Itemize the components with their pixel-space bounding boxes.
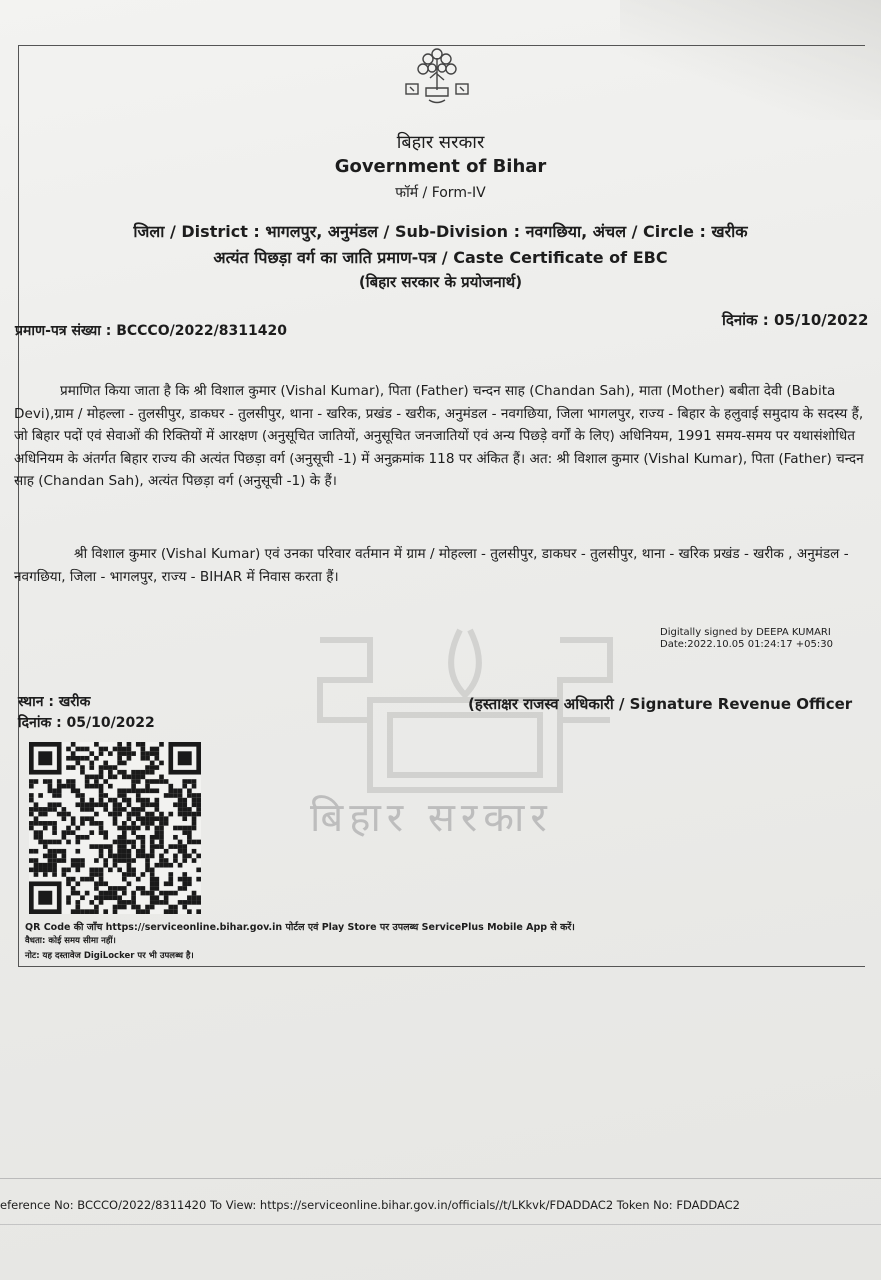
place-label: स्थान : खरीक <box>18 694 91 710</box>
digital-signature-block <box>660 627 833 651</box>
reference-line: eference No: BCCCO/2022/8311420 To View: https://serviceonline.bihar.gov.in/officials//t/LKkvk/FDADDAC2 Token No: FDADDAC2 <box>0 1198 740 1212</box>
qr-verification-note: QR Code की जाँच https://serviceonline.bihar.gov.in पोर्टल एवं Play Store पर उपलब्ध ServicePlus Mobile App से करें। <box>25 922 575 933</box>
digital-signature-date: Date:2022.10.05 01:24:17 +05:30 <box>660 639 833 650</box>
english-government-title: Government of Bihar <box>334 156 547 177</box>
form-number: फॉर्म / Form-IV <box>395 185 486 201</box>
district-subdivision-circle: जिला / District : भागलपुर, अनुमंडल / Sub-Division : नवगछिया, अंचल / Circle : खरीक <box>133 222 748 241</box>
watermark-text: बिहार सरकार <box>310 795 553 841</box>
place-date: दिनांक : 05/10/2022 <box>18 715 155 731</box>
revenue-officer-signature-label: (हस्ताक्षर राजस्व अधिकारी / Signature Revenue Officer <box>468 695 853 713</box>
qr-code[interactable] <box>28 742 202 914</box>
footer-divider <box>0 1178 881 1179</box>
residence-paragraph: श्री विशाल कुमार (Vishal Kumar) एवं उनका परिवार वर्तमान में ग्राम / मोहल्ला - तुलसीपुर, डाकघर - तुलसीपुर, थाना - खरिक प्रखंड - खरीक , अनुमंडल - नवगछिया, जिला - भागलपुर, राज्य - BIHAR में निवास करता हैं। <box>14 546 849 585</box>
certificate-title: अत्यंत पिछड़ा वर्ग का जाति प्रमाण-पत्र / Caste Certificate of EBC <box>213 248 668 267</box>
hindi-government-title: बिहार सरकार <box>396 132 485 153</box>
certification-paragraph: प्रमाणित किया जाता है कि श्री विशाल कुमार (Vishal Kumar), पिता (Father) चन्दन साह (Chandan Sah), माता (Mother) बबीता देवी (Babita Devi),ग्राम / मोहल्ला - तुलसीपुर, डाकघर - तुलसीपुर, थाना - खरिक, प्रखंड - खरीक, अनुमंडल - नवगछिया, जिला भागलपुर, राज्य - बिहार के हलुवाई समुदाय के सदस्य हैं, जो बिहार पदों एवं सेवाओं की रिक्तियों में आरक्षण (अनुसूचित जातियों, अनुसूचित जनजातियों एवं अन्य पिछड़े वर्गों के लिए) अधिनियम, 1991 समय-समय पर यथासंशोधित अधिनियम के अंतर्गत बिहार राज्य की अत्यंत पिछड़ा वर्ग (अनुसूची -1) में अनुक्रमांक 118 पर अंकित हैं। अत: श्री विशाल कुमार (Vishal Kumar), पिता (Father) चन्दन साह (Chandan Sah), अत्यंत पिछड़ा वर्ग (अनुसूची -1) के हैं। <box>14 383 864 489</box>
digital-signature-name: Digitally signed by DEEPA KUMARI <box>660 627 831 638</box>
certificate-purpose: (बिहार सरकार के प्रयोजनार्थ) <box>358 273 523 291</box>
validity-note: वैधता: कोई समय सीमा नहीं। <box>25 936 116 946</box>
certificate-number: प्रमाण-पत्र संख्या : BCCCO/2022/8311420 <box>15 323 287 339</box>
bihar-emblem-icon <box>402 44 472 108</box>
certificate-date: दिनांक : 05/10/2022 <box>722 311 869 329</box>
digilocker-note: नोट: यह दस्तावेज DigiLocker पर भी उपलब्ध है। <box>25 951 194 961</box>
bottom-divider <box>0 1224 881 1225</box>
